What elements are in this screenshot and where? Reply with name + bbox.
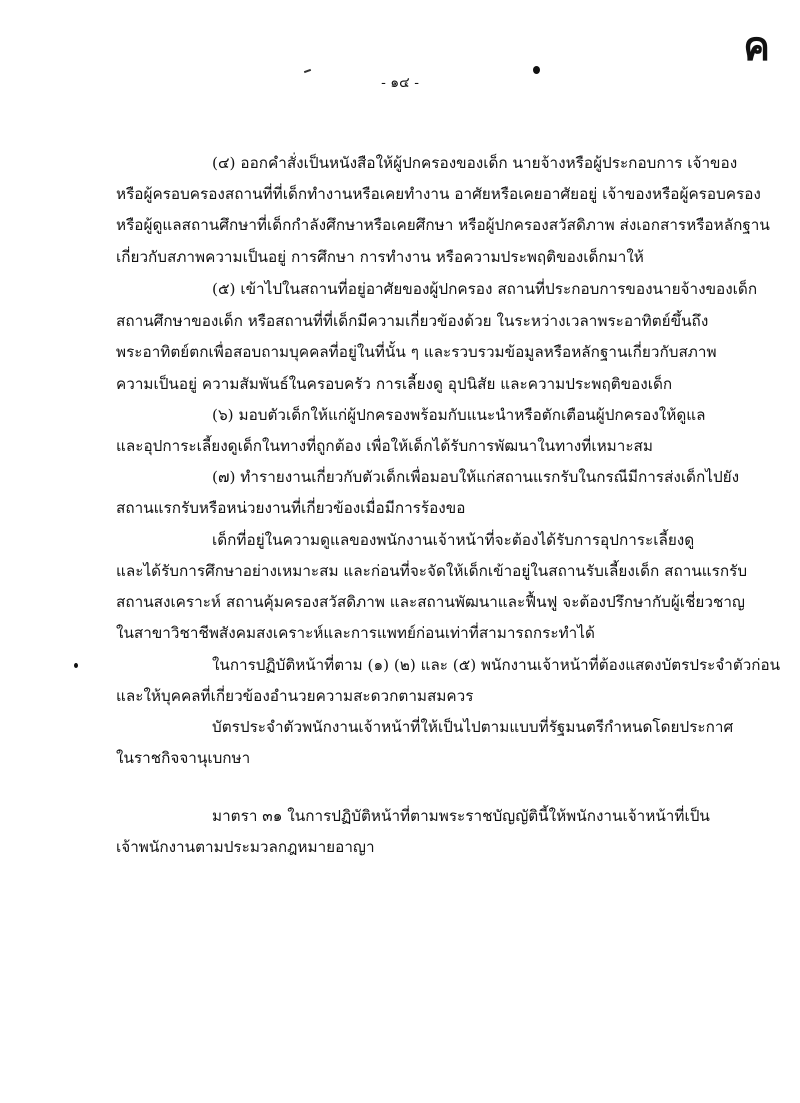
- text-line: สถานแรกรับหรือหน่วยงานที่เกี่ยวข้องเมื่อมีการร้องขอ: [116, 499, 466, 517]
- text-line: หรือผู้ครอบครองสถานที่ที่เด็กทำงานหรือเคยทำงาน อาศัยหรือเคยอาศัยอยู่ เจ้าของหรือผู้ครอบครอง: [116, 185, 761, 203]
- text-line: ในราชกิจจานุเบกษา: [116, 749, 251, 767]
- text-line: ในการปฏิบัติหน้าที่ตาม (๑) (๒) และ (๕) พนักงานเจ้าหน้าที่ต้องแสดงบัตรประจำตัวก่อน: [212, 656, 781, 674]
- text-line: ความเป็นอยู่ ความสัมพันธ์ในครอบครัว การเลี้ยงดู อุปนิสัย และความประพฤติของเด็ก: [116, 375, 673, 393]
- text-line: สถานศึกษาของเด็ก หรือสถานที่ที่เด็กมีความเกี่ยวข้องด้วย ในระหว่างเวลาพระอาทิตย์ขึ้นถึง: [116, 312, 709, 330]
- text-line: สถานสงเคราะห์ สถานคุ้มครองสวัสดิภาพ และสถานพัฒนาและฟื้นฟู จะต้องปรึกษากับผู้เชี่ยวชาญ: [116, 593, 745, 611]
- text-line: (๕) เข้าไปในสถานที่อยู่อาศัยของผู้ปกครอง สถานที่ประกอบการของนายจ้างของเด็ก: [212, 280, 758, 298]
- text-line: และอุปการะเลี้ยงดูเด็กในทางที่ถูกต้อง เพื่อให้เด็กได้รับการพัฒนาในทางที่เหมาะสม: [116, 437, 653, 455]
- page-number: - ๑๔ -: [381, 75, 419, 91]
- text-line: (๗) ทำรายงานเกี่ยวกับตัวเด็กเพื่อมอบให้แก่สถานแรกรับในกรณีมีการส่งเด็กไปยัง: [212, 468, 740, 486]
- text-line: ในสาขาวิชาชีพสังคมสงเคราะห์และการแพทย์ก่อนเท่าที่สามารถกระทำได้: [116, 624, 595, 642]
- scan-dot: [74, 663, 78, 668]
- text-line: เกี่ยวกับสภาพความเป็นอยู่ การศึกษา การทำงาน หรือความประพฤติของเด็กมาให้: [116, 248, 644, 266]
- text-line: (๔) ออกคำสั่งเป็นหนังสือให้ผู้ปกครองของเด็ก นายจ้างหรือผู้ประกอบการ เจ้าของ: [212, 154, 738, 172]
- text-line: บัตรประจำตัวพนักงานเจ้าหน้าที่ให้เป็นไปตามแบบที่รัฐมนตรีกำหนดโดยประกาศ: [212, 718, 734, 736]
- text-line: และให้บุคคลที่เกี่ยวข้องอำนวยความสะดวกตามสมควร: [116, 687, 474, 705]
- text-line: หรือผู้ดูแลสถานศึกษาที่เด็กกำลังศึกษาหรือเคยศึกษา หรือผู้ปกครองสวัสดิภาพ ส่งเอกสารหรือหลักฐาน: [116, 216, 770, 234]
- text-line: พระอาทิตย์ตกเพื่อสอบถามบุคคลที่อยู่ในที่นั้น ๆ และรวบรวมข้อมูลหรือหลักฐานเกี่ยวกับสภาพ: [116, 343, 717, 361]
- section-31-heading-line: มาตรา ๓๑ ในการปฏิบัติหน้าที่ตามพระราชบัญญัตินี้ให้พนักงานเจ้าหน้าที่เป็น: [212, 807, 710, 825]
- text-line: เด็กที่อยู่ในความดูแลของพนักงานเจ้าหน้าที่จะต้องได้รับการอุปการะเลี้ยงดู: [212, 531, 695, 549]
- text-line: และได้รับการศึกษาอย่างเหมาะสม และก่อนที่จะจัดให้เด็กเข้าอยู่ในสถานรับเลี้ยงเด็ก สถานแรกรับ: [116, 562, 748, 580]
- text-line: (๖) มอบตัวเด็กให้แก่ผู้ปกครองพร้อมกับแนะนำหรือตักเตือนผู้ปกครองให้ดูแล: [212, 406, 706, 424]
- text-line: เจ้าพนักงานตามประมวลกฎหมายอาญา: [116, 838, 375, 856]
- page-corner-mark: ค: [743, 23, 770, 70]
